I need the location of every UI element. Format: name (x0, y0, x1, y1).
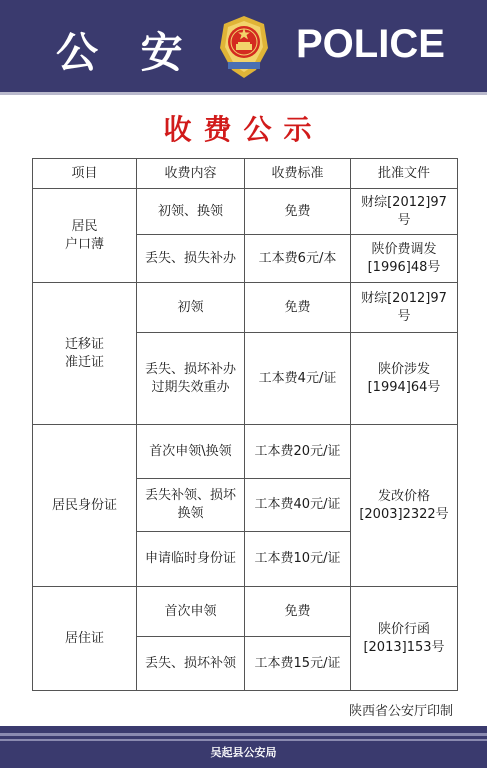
doc-cell: 陕价行函 [2013]153号 (351, 587, 458, 691)
content-cell: 丢失、损坏补领 (137, 637, 245, 691)
content-cell: 首次申领\换领 (137, 425, 245, 479)
doc-cell: 发改价格 [2003]2322号 (351, 425, 458, 587)
item-cell: 居民 户口薄 (33, 189, 137, 283)
content-cell: 丢失、损失补办 (137, 235, 245, 283)
fee-cell: 工本费40元/证 (245, 479, 351, 532)
content-cell: 丢失、损坏补办 过期失效重办 (137, 333, 245, 425)
fee-cell: 工本费6元/本 (245, 235, 351, 283)
fee-cell: 工本费10元/证 (245, 532, 351, 587)
column-header: 收费内容 (137, 159, 245, 189)
doc-cell: 陕价涉发 [1994]64号 (351, 333, 458, 425)
item-cell: 居民身份证 (33, 425, 137, 587)
table-row (33, 425, 458, 479)
column-header: 批准文件 (351, 159, 458, 189)
table-header-row (33, 159, 458, 189)
table-row (33, 189, 458, 235)
header-divider (0, 92, 487, 95)
fee-cell: 工本费20元/证 (245, 425, 351, 479)
fee-cell: 工本费4元/证 (245, 333, 351, 425)
column-header: 收费标准 (245, 159, 351, 189)
footer-stripe (0, 733, 487, 736)
table-row (33, 283, 458, 333)
content-cell: 丢失补领、损坏 换领 (137, 479, 245, 532)
header-banner (0, 0, 487, 92)
content-cell: 初领 (137, 283, 245, 333)
header-chinese-text: 公 安 (56, 28, 197, 77)
page-title: 收费公示 (163, 113, 324, 146)
column-header: 项目 (33, 159, 137, 189)
fee-cell: 免费 (245, 189, 351, 235)
content-cell: 初领、换领 (137, 189, 245, 235)
doc-cell: 财综[2012]97号 (351, 283, 458, 333)
police-emblem-icon (216, 14, 272, 80)
fee-cell: 工本费15元/证 (245, 637, 351, 691)
header-english-text: POLICE (296, 22, 445, 66)
printer-note: 陕西省公安厅印制 (348, 704, 453, 719)
table-row (33, 587, 458, 637)
fee-table (32, 158, 458, 691)
item-cell: 居住证 (33, 587, 137, 691)
doc-cell: 陕价费调发 [1996]48号 (351, 235, 458, 283)
content-cell: 首次申领 (137, 587, 245, 637)
footer-issuer: 吴起县公安局 (210, 746, 277, 759)
content-cell: 申请临时身份证 (137, 532, 245, 587)
footer-stripe (0, 739, 487, 741)
fee-cell: 免费 (245, 587, 351, 637)
doc-cell: 财综[2012]97号 (351, 189, 458, 235)
item-cell: 迁移证 准迁证 (33, 283, 137, 425)
fee-cell: 免费 (245, 283, 351, 333)
